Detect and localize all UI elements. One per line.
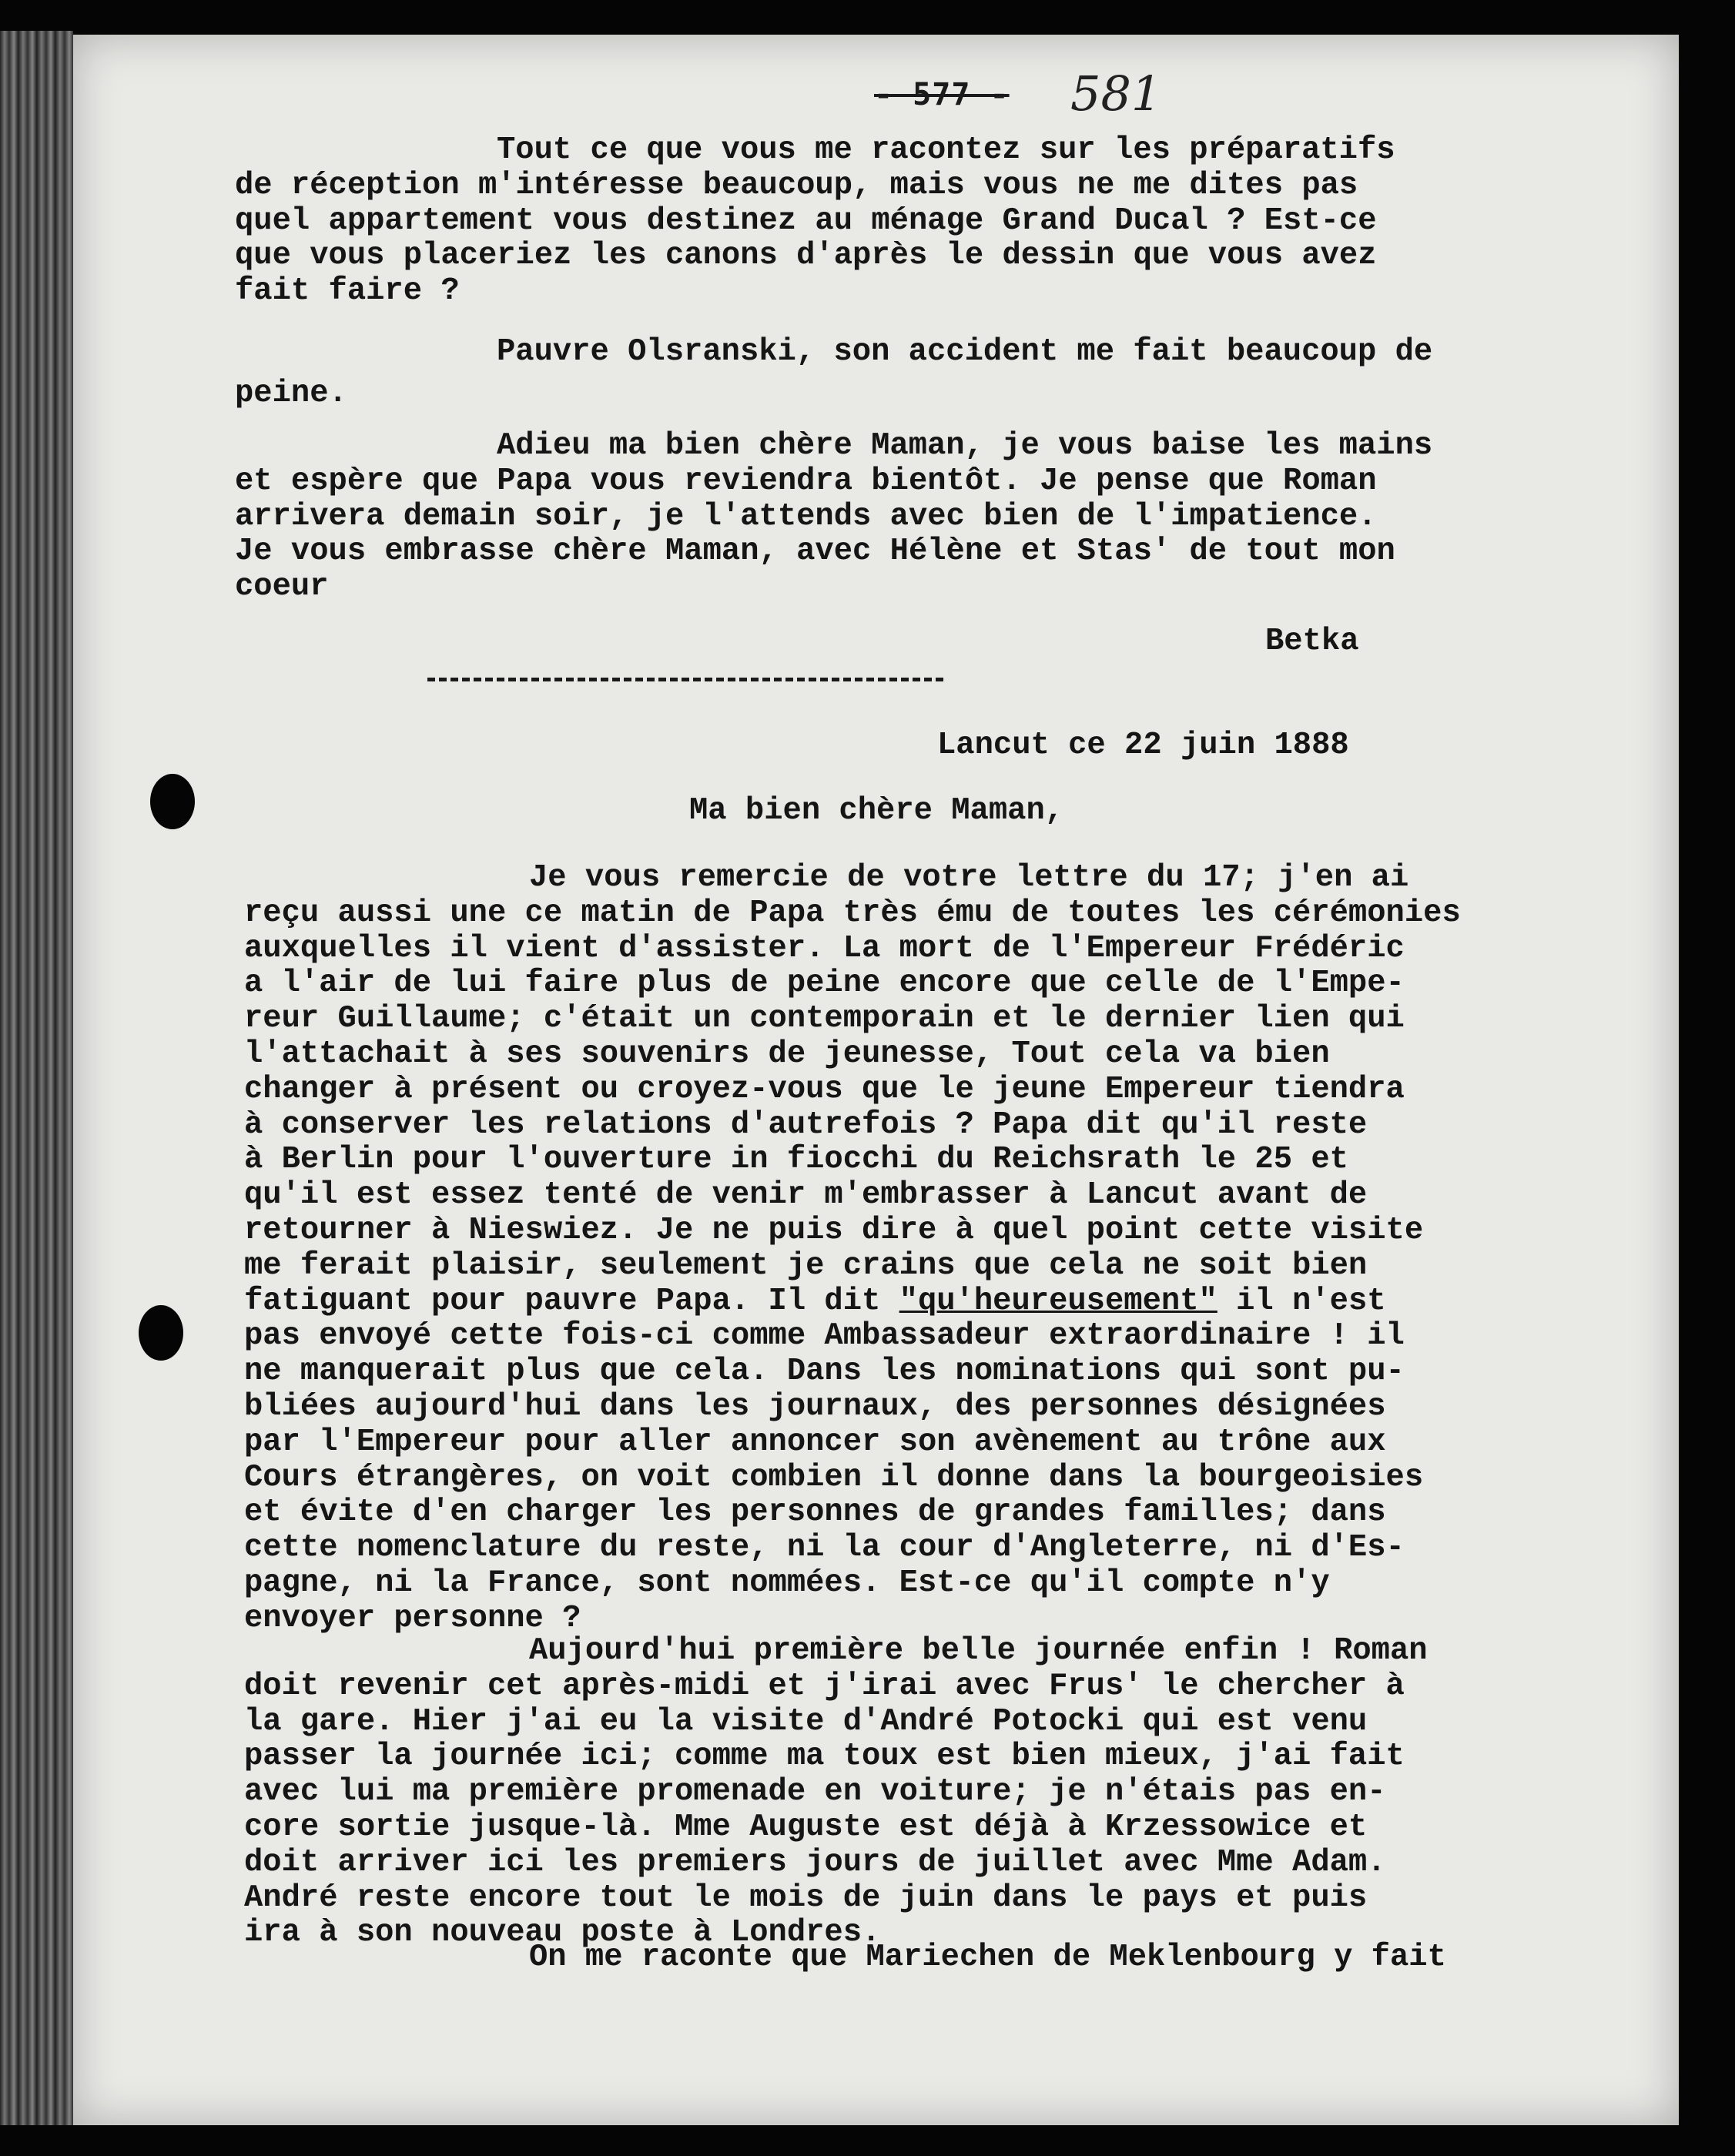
text-line: par l'Empereur pour aller annoncer son avènement au trône aux xyxy=(244,1424,1386,1460)
text-line: la gare. Hier j'ai eu la visite d'André Potocki qui est venu xyxy=(244,1703,1368,1739)
text-line: pas envoyé cette fois-ci comme Ambassadeur extraordinaire ! il xyxy=(244,1318,1405,1354)
binder-edge xyxy=(0,31,73,2125)
text-line: doit arriver ici les premiers jours de juillet avec Mme Adam. xyxy=(244,1844,1386,1880)
text-line: de réception m'intéresse beaucoup, mais vous ne me dites pas xyxy=(235,167,1358,203)
text-line: Tout ce que vous me racontez sur les préparatifs xyxy=(497,132,1395,168)
text-line: fait faire ? xyxy=(235,273,460,310)
text-span: fatiguant pour pauvre Papa. Il dit xyxy=(244,1283,899,1319)
underlined-phrase: "qu'heureusement" xyxy=(899,1283,1218,1319)
text-line: Je vous remercie de votre lettre du 17; j'en ai xyxy=(529,860,1409,896)
text-line: l'attachait à ses souvenirs de jeunesse, Tout cela va bien xyxy=(244,1036,1330,1072)
punch-hole-bottom xyxy=(139,1305,183,1361)
text-line: à conserver les relations d'autrefois ? Papa dit qu'il reste xyxy=(244,1106,1368,1143)
paragraph-reception xyxy=(235,133,1395,310)
text-line: arrivera demain soir, je l'attends avec bien de l'impatience. xyxy=(235,498,1377,534)
text-line: quel appartement vous destinez au ménage Grand Ducal ? Est-ce xyxy=(235,203,1377,239)
text-line: doit revenir cet après-midi et j'irai avec Frus' le chercher à xyxy=(244,1668,1405,1704)
text-line: retourner à Nieswiez. Je ne puis dire à quel point cette visite xyxy=(244,1212,1424,1248)
text-line: envoyer personne ? xyxy=(244,1600,581,1636)
text-line: coeur xyxy=(235,569,329,605)
text-line: qu'il est essez tenté de venir m'embrasser à Lancut avant de xyxy=(244,1177,1368,1214)
paragraph-journee xyxy=(244,1634,1428,1951)
punch-hole-top xyxy=(150,774,195,829)
text-span: il n'est xyxy=(1217,1283,1386,1319)
text-line: André reste encore tout le mois de juin dans le pays et puis xyxy=(244,1880,1368,1916)
text-line: core sortie jusque-là. Mme Auguste est déjà à Krzessowice et xyxy=(244,1809,1368,1845)
text-line-underlined xyxy=(244,1284,1461,1320)
text-line: On me raconte que Mariechen de Meklenbourg y fait xyxy=(529,1940,1446,1975)
paragraph-olsranski xyxy=(235,335,1432,412)
dateline: Lancut ce 22 juin 1888 xyxy=(937,728,1349,763)
text-line: bliées aujourd'hui dans les journaux, des personnes désignées xyxy=(244,1388,1386,1424)
text-line: passer la journée ici; comme ma toux est bien mieux, j'ai fait xyxy=(244,1739,1405,1775)
text-line: ira à son nouveau poste à Londres. xyxy=(244,1915,881,1951)
text-line: reçu aussi une ce matin de Papa très ému de toutes les cérémonies xyxy=(244,895,1461,931)
text-line: avec lui ma première promenade en voiture; je n'étais pas en- xyxy=(244,1774,1386,1810)
handwritten-page-number: 581 xyxy=(1070,65,1162,122)
paragraph-mariechen xyxy=(529,1940,1446,1976)
document-page xyxy=(73,35,1679,2125)
paragraph-letter-main xyxy=(244,861,1461,1637)
text-line: Cours étrangères, on voit combien il donne dans la bourgeoisies xyxy=(244,1459,1424,1495)
text-line: Je vous embrasse chère Maman, avec Hélène et Stas' de tout mon xyxy=(235,534,1395,570)
text-line: auxquelles il vient d'assister. La mort de l'Empereur Frédéric xyxy=(244,930,1405,966)
text-line: reur Guillaume; c'était un contemporain et le dernier lien qui xyxy=(244,1001,1405,1037)
text-line: pagne, ni la France, sont nommées. Est-ce qu'il compte n'y xyxy=(244,1565,1330,1601)
text-line: Adieu ma bien chère Maman, je vous baise les mains xyxy=(497,428,1433,464)
text-line: à Berlin pour l'ouverture in fiocchi du Reichsrath le 25 et xyxy=(244,1142,1348,1178)
text-line: et espère que Papa vous reviendra bientôt. Je pense que Roman xyxy=(235,463,1377,499)
text-line: que vous placeriez les canons d'après le dessin que vous avez xyxy=(235,238,1377,274)
text-line: et évite d'en charger les personnes de grandes familles; dans xyxy=(244,1495,1386,1531)
text-line: a l'air de lui faire plus de peine encore que celle de l'Empe- xyxy=(244,966,1405,1002)
text-line: Pauvre Olsranski, son accident me fait beaucoup de xyxy=(497,334,1433,370)
paragraph-adieu xyxy=(235,429,1432,605)
typed-page-number: - 577 - xyxy=(874,77,1010,112)
text-line: changer à présent ou croyez-vous que le jeune Empereur tiendra xyxy=(244,1071,1405,1107)
text-line: ne manquerait plus que cela. Dans les nominations qui sont pu- xyxy=(244,1354,1405,1390)
text-line: me ferait plaisir, seulement je crains que cela ne soit bien xyxy=(244,1247,1368,1284)
text-line: cette nomenclature du reste, ni la cour d'Angleterre, ni d'Es- xyxy=(244,1530,1405,1566)
salutation: Ma bien chère Maman, xyxy=(689,793,1064,829)
text-line: peine. xyxy=(235,375,347,411)
text-line: Aujourd'hui première belle journée enfin ! Roman xyxy=(529,1633,1428,1669)
separator-line xyxy=(427,678,943,681)
signature: Betka xyxy=(1265,624,1359,659)
